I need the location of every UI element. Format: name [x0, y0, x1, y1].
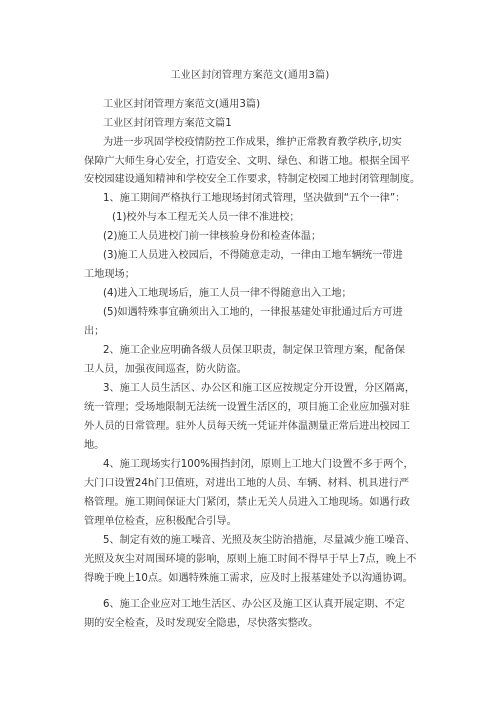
paragraph-line: 地。 — [84, 440, 105, 451]
paragraph-line: 管理单位检查，应积极配合引导。 — [84, 516, 237, 527]
document-subtitle: 工业区封闭管理方案范文(通用3篇) — [103, 99, 261, 110]
paragraph-line: 大门口设置24h门卫值班，对进出工地的人员、车辆、材料、机具进行严 — [84, 478, 410, 489]
list-item: (2)施工人员进校门前一律核验身份和检查体温； — [103, 231, 322, 242]
paragraph-line: 统一管理；受场地限制无法统一设置生活区的，项目施工企业应加强对驻 — [84, 402, 410, 413]
paragraph-line: 安校园建设通知精神和学校安全工作要求，特制定校园工地封闭管理制度。 — [84, 174, 421, 185]
list-item: (4)进入工地现场后，施工人员一律不得随意出入工地； — [103, 288, 352, 299]
paragraph-line: 格管理。施工期间保证大门紧闭，禁止无关人员进入工地现场。如遇行政 — [84, 497, 410, 508]
list-item: (3)施工人员进入校园后，不得随意走动，一律由工地车辆统一带进 — [103, 250, 403, 261]
paragraph-line: 为进一步巩固学校疫情防控工作成果，维护正常教育教学秩序,切实 — [103, 137, 402, 148]
paragraph-line: 卫人员，加强夜间巡查，防火防盗。 — [84, 364, 247, 375]
list-item: (5)如遇特殊事宜确须出入工地的，一律报基建处审批通过后方可进 — [103, 307, 403, 318]
paragraph-line: 4、施工现场实行100%围挡封闭，原则上工地大门设置不多于两个， — [103, 459, 414, 470]
paragraph-line: 保障广大师生身心安全，打造安全、文明、绿色、和谐工地。根据全国平 — [84, 156, 410, 167]
list-item: (1)校外与本工程无关人员一律不准进校； — [112, 212, 300, 223]
paragraph-line: 1、施工期间严格执行工地现场封闭式管理，坚决做到“五个一律”： — [103, 193, 406, 204]
paragraph-line: 得晚于晚上10点。如遇特殊施工需求，应及时上报基建处予以沟通协调。 — [84, 573, 413, 584]
paragraph-line: 2、施工企业应明确各级人员保卫职责，制定保卫管理方案，配备保 — [103, 345, 405, 356]
paragraph-line: 6、施工企业应对工地生活区、办公区及施工区认真开展定期、不定 — [103, 599, 405, 610]
document-title: 工业区封闭管理方案范文(通用3篇) — [170, 70, 330, 81]
paragraph-line: 出； — [84, 326, 105, 337]
paragraph-line: 工地现场； — [84, 269, 135, 280]
paragraph-line: 3、施工人员生活区、办公区和施工区应按规定分开设置，分区隔离， — [103, 383, 416, 394]
paragraph-line: 光照及灰尘对周围环境的影响，原则上施工时间不得早于早上7点，晚上不 — [84, 554, 417, 565]
paragraph-line: 期的安全检查，及时发现安全隐患，尽快落实整改。 — [84, 618, 319, 629]
section-heading: 工业区封闭管理方案范文篇1 — [103, 118, 232, 129]
paragraph-line: 外人员的日常管理。驻外人员每天统一凭证并体温测量正常后进出校园工 — [84, 421, 410, 432]
paragraph-line: 5、制定有效的施工噪音、光照及灰尘防治措施，尽量减少施工噪音、 — [103, 535, 416, 546]
